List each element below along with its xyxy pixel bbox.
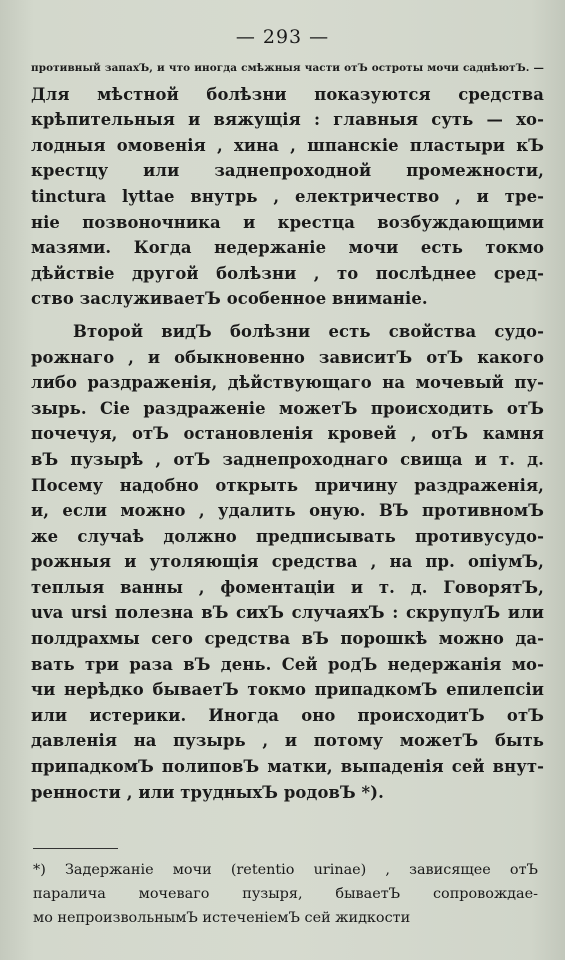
- text-line: вЪ пузырѣ , отЪ заднепроходнаго свища и т. д.: [31, 449, 544, 469]
- text-line: припадкомЪ полиповЪ матки, выпаденія сей внут-: [31, 757, 544, 777]
- text-line: полдрахмы сего средства вЪ порошкѣ можно да-: [31, 629, 544, 649]
- paragraph-1: [31, 56, 544, 312]
- paragraph-spacer: [31, 312, 544, 319]
- text-line: теплыя ванны , фоментаціи и т. д. ГоворятЪ,: [31, 577, 544, 597]
- text-line: мазями. Когда недержаніе мочи есть токмо: [31, 238, 544, 258]
- text-line: крестцу или заднепроходной промежности,: [31, 161, 544, 181]
- text-line: рожнаго , и обыкновенно зависитЪ отЪ какого: [31, 347, 544, 367]
- text-line: ніе позвоночника и крестца возбуждающими: [31, 212, 544, 232]
- text-line: дѣйствіе другой болѣзни , то послѣднее сред-: [31, 263, 544, 283]
- text-line: и, если можно , удалить оную. ВЪ противномЪ: [31, 501, 544, 521]
- footnote-divider: [33, 848, 118, 849]
- footnote-line: *) Задержаніе мочи (retentio urinae) , зависящее отЪ: [33, 862, 538, 878]
- text-line: вать три раза вЪ день. Сей родЪ недержанія мо-: [31, 654, 544, 674]
- text-line: либо раздраженія, дѣйствующаго на мочевый пу-: [31, 373, 544, 393]
- text-line: uva ursi полезна вЪ сихЪ случаяхЪ : скрупулЪ или: [31, 603, 544, 623]
- text-line: ство заслуживаетЪ особенное вниманіе.: [31, 289, 428, 309]
- text-line: tinctura lyttae внутрь , електричество , и тре-: [31, 186, 544, 206]
- text-line: Второй видЪ болѣзни есть свойства судо-: [73, 321, 544, 341]
- text-line: зырь. Сіе раздраженіе можетЪ происходить отЪ: [31, 398, 544, 418]
- paragraph-2: [31, 319, 544, 805]
- text-line: рожныя и утоляющія средства , на пр. опіумЪ,: [31, 552, 544, 572]
- text-line: почечуя, отЪ остановленія кровей , отЪ камня: [31, 424, 544, 444]
- text-line: лодныя омовенія , хина , шпанскіе пластыри кЪ: [31, 135, 544, 155]
- text-line: давленія на пузырь , и потому можетЪ быть: [31, 731, 544, 751]
- text-line: Для мѣстной болѣзни показуются средства: [31, 84, 544, 104]
- footnote-line: мо непроизвольнымЪ истеченіемЪ сей жидкости: [33, 910, 411, 926]
- text-line: Посему надобно открыть причину раздраженія,: [31, 475, 544, 495]
- text-line: противный запахЪ, и что иногда смѣжныя части отЪ остроты мочи саднѣютЪ. —: [31, 62, 544, 74]
- text-line: чи нерѣдко бываетЪ токмо припадкомЪ епилепсіи: [31, 680, 544, 700]
- footnote-line: паралича мочеваго пузыря, бываетЪ сопровождае-: [33, 886, 538, 902]
- footnote: [33, 858, 538, 930]
- page-number: — 293 —: [235, 26, 330, 48]
- text-line: крѣпительныя и вяжущія : главныя суть — хо-: [31, 110, 544, 130]
- main-text: [31, 56, 544, 805]
- text-line: или истерики. Иногда оно происходитЪ отЪ: [31, 705, 544, 725]
- text-line: же случаѣ должно предписывать противусудо-: [31, 526, 544, 546]
- text-line: ренности , или трудныхЪ родовЪ *).: [31, 782, 384, 802]
